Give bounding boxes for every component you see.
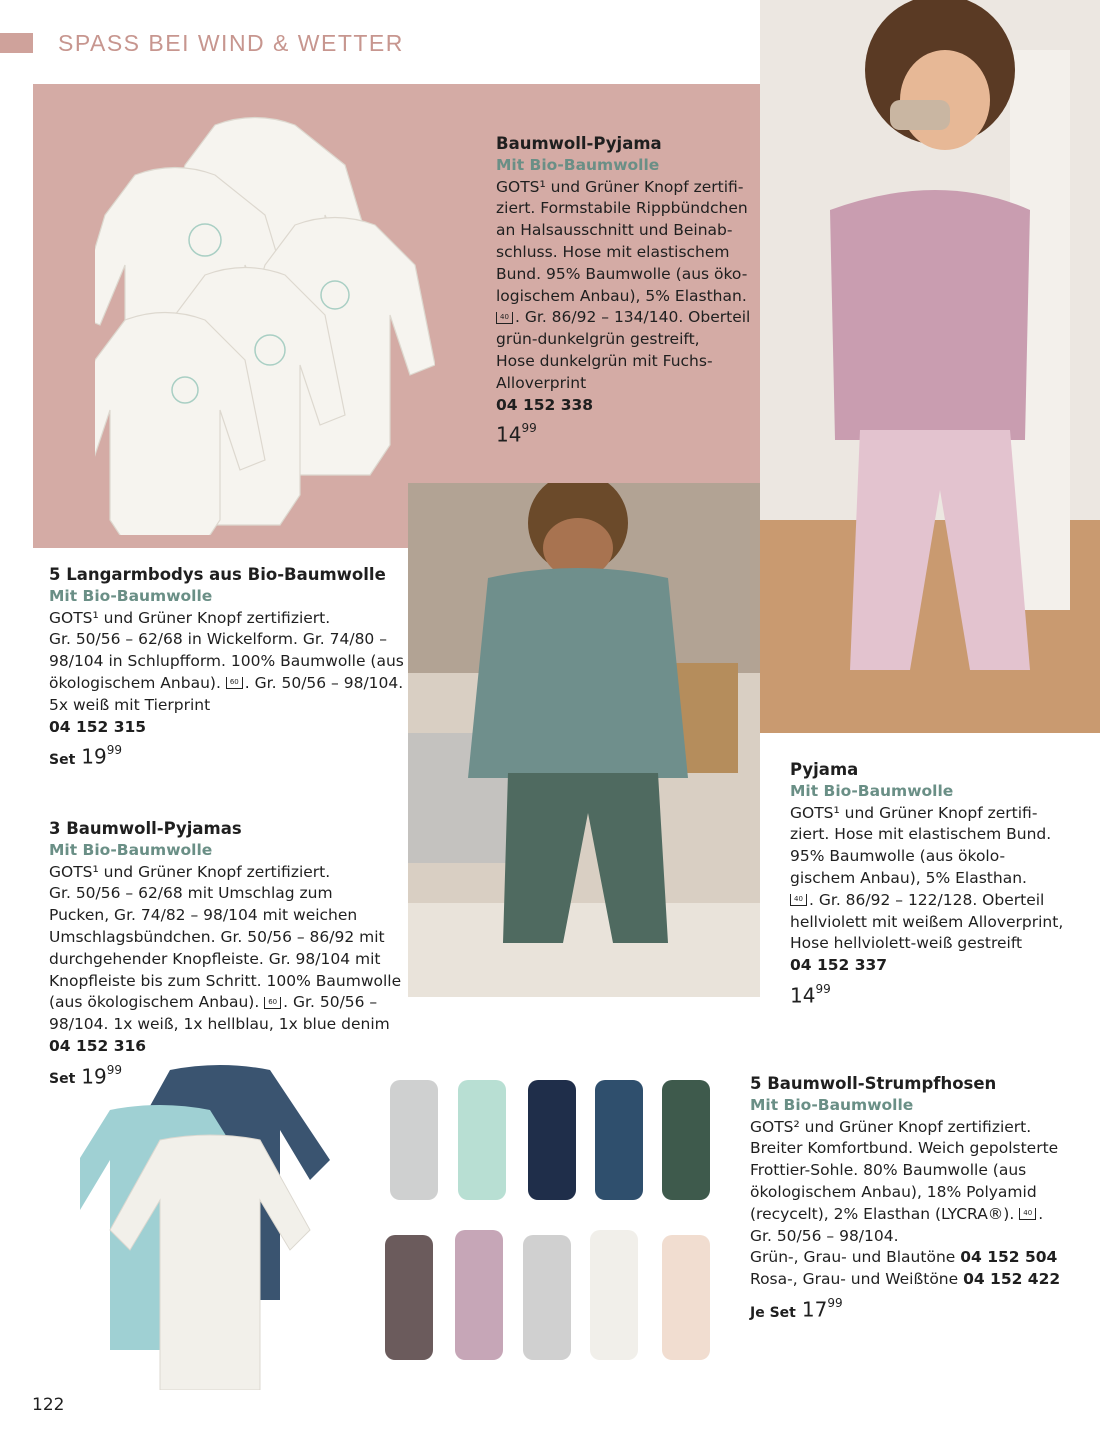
desc-line: ziert. Formstabile Rippbündchen [496, 199, 748, 218]
product-pyjama-violett [790, 759, 1090, 1007]
price [790, 981, 1090, 1007]
bodys-photo [95, 105, 435, 535]
tights-photo [380, 1075, 720, 1380]
wash-icon: 40 [496, 312, 513, 324]
product-title: 3 Baumwoll-Pyjamas [49, 819, 242, 838]
product-subtitle: Mit Bio-Baumwolle [49, 586, 213, 605]
price [496, 420, 756, 446]
desc-line: GOTS² und Grüner Knopf zertifiziert. [750, 1117, 1032, 1136]
desc-line: GOTS¹ und Grüner Knopf zertifi- [790, 803, 1038, 822]
desc-line: gischem Anbau), 5% Elasthan. [790, 868, 1027, 887]
desc-line: . [1038, 1204, 1044, 1223]
price-cents: 99 [815, 981, 831, 996]
article-number: 04 152 338 [496, 395, 594, 414]
desc-line: Pucken, Gr. 74/82 – 98/104 mit weichen [49, 906, 358, 925]
desc-line: Bund. 95% Baumwolle (aus öko- [496, 264, 748, 283]
article-number: 04 152 504 [960, 1248, 1058, 1267]
desc-line: 95% Baumwolle (aus ökolo- [790, 847, 1006, 866]
desc-line: Frottier-Sohle. 80% Baumwolle (aus [750, 1161, 1027, 1180]
desc-line: grün-dunkelgrün gestreift, [496, 330, 700, 349]
girl-pink-pyjama-photo [760, 0, 1100, 733]
desc-line: (aus ökologischem Anbau). [49, 993, 265, 1012]
desc-line: durchgehender Knopfleiste. Gr. 98/104 mit [49, 949, 381, 968]
desc-line: . Gr. 50/56 – 98/104. [244, 673, 404, 692]
price-main: 17 [801, 1297, 828, 1322]
product-pyjama-gruen [496, 133, 756, 447]
desc-line: 5x weiß mit Tierprint [49, 695, 211, 714]
price-main: 19 [81, 1064, 107, 1089]
wash-icon: 40 [1019, 1208, 1036, 1220]
desc-line: 98/104. 1x weiß, 1x hellblau, 1x blue denim [49, 1015, 390, 1034]
desc-line: 98/104 in Schlupfform. 100% Baumwolle (aus [49, 652, 404, 671]
price [750, 1295, 1095, 1324]
wash-icon: 40 [790, 894, 807, 906]
desc-line: Breiter Komfortbund. Weich gepolsterte [750, 1139, 1059, 1158]
desc-line: GOTS¹ und Grüner Knopf zertifiziert. [49, 608, 331, 627]
desc-line: Alloverprint [496, 373, 587, 392]
desc-line: ökologischem Anbau). [49, 673, 226, 692]
set-label: Je Set [750, 1304, 796, 1321]
header-accent-bar [0, 33, 33, 53]
variant-label: Rosa-, Grau- und Weißtöne [750, 1270, 964, 1289]
desc-line: Hose dunkelgrün mit Fuchs- [496, 351, 713, 370]
desc-line: Hose hellviolett-weiß gestreift [790, 934, 1023, 953]
desc-line: . Gr. 86/92 – 134/140. Oberteil [515, 308, 751, 327]
set-label: Set [49, 752, 76, 769]
page-number: 122 [32, 1395, 65, 1415]
price-cents: 99 [106, 743, 123, 758]
article-number: 04 152 316 [49, 1036, 147, 1055]
wash-icon: 60 [264, 997, 281, 1009]
desc-line: hellviolett mit weißem Alloverprint, [790, 912, 1064, 931]
desc-line: ökologischem Anbau), 18% Polyamid [750, 1182, 1037, 1201]
product-strumpfhosen [750, 1073, 1095, 1324]
desc-line: Gr. 50/56 – 62/68 in Wickelform. Gr. 74/80 – [49, 630, 387, 649]
price [49, 742, 409, 771]
boy-green-pyjama-photo [408, 483, 760, 997]
desc-line: an Halsausschnitt und Beinab- [496, 221, 733, 240]
desc-line: Gr. 50/56 – 98/104. [750, 1226, 899, 1245]
desc-line: GOTS¹ und Grüner Knopf zertifi- [496, 177, 744, 196]
price-main: 14 [790, 983, 816, 1008]
product-subtitle: Mit Bio-Baumwolle [49, 840, 213, 859]
set-label: Set [49, 1071, 76, 1088]
price-main: 19 [81, 745, 107, 770]
product-title: 5 Baumwoll-Strumpfhosen [750, 1074, 997, 1093]
product-subtitle: Mit Bio-Baumwolle [750, 1095, 914, 1114]
price-cents: 99 [827, 1295, 843, 1310]
price-main: 14 [496, 423, 522, 448]
article-number: 04 152 422 [963, 1270, 1061, 1289]
product-langarmbodys [49, 564, 409, 772]
product-pyjamas3 [49, 818, 409, 1091]
desc-line: schluss. Hose mit elastischem [496, 242, 730, 261]
product-title: 5 Langarmbodys aus Bio-Baumwolle [49, 565, 386, 584]
desc-line: . Gr. 86/92 – 122/128. Oberteil [809, 890, 1045, 909]
desc-line: (recycelt), 2% Elasthan (LYCRA®). [750, 1204, 1020, 1223]
article-number: 04 152 315 [49, 717, 147, 736]
product-title: Baumwoll-Pyjama [496, 134, 662, 153]
desc-line: logischem Anbau), 5% Elasthan. [496, 286, 747, 305]
product-subtitle: Mit Bio-Baumwolle [496, 155, 660, 174]
desc-line: Knopfleiste bis zum Schritt. 100% Baumwolle [49, 971, 402, 990]
desc-line: Gr. 50/56 – 62/68 mit Umschlag zum [49, 884, 333, 903]
baby-pyjamas-photo [80, 1060, 340, 1390]
product-subtitle: Mit Bio-Baumwolle [790, 781, 954, 800]
wash-icon: 60 [226, 677, 243, 689]
desc-line: . Gr. 50/56 – [283, 993, 378, 1012]
desc-line: GOTS¹ und Grüner Knopf zertifiziert. [49, 862, 331, 881]
desc-line: Umschlagsbündchen. Gr. 50/56 – 86/92 mit [49, 927, 385, 946]
product-title: Pyjama [790, 760, 859, 779]
desc-line: ziert. Hose mit elastischem Bund. [790, 825, 1052, 844]
price-cents: 99 [521, 421, 537, 436]
price-cents: 99 [106, 1062, 123, 1077]
page-title: SPASS BEI WIND & WETTER [58, 30, 404, 56]
article-number: 04 152 337 [790, 956, 888, 975]
variant-label: Grün-, Grau- und Blautöne [750, 1248, 961, 1267]
